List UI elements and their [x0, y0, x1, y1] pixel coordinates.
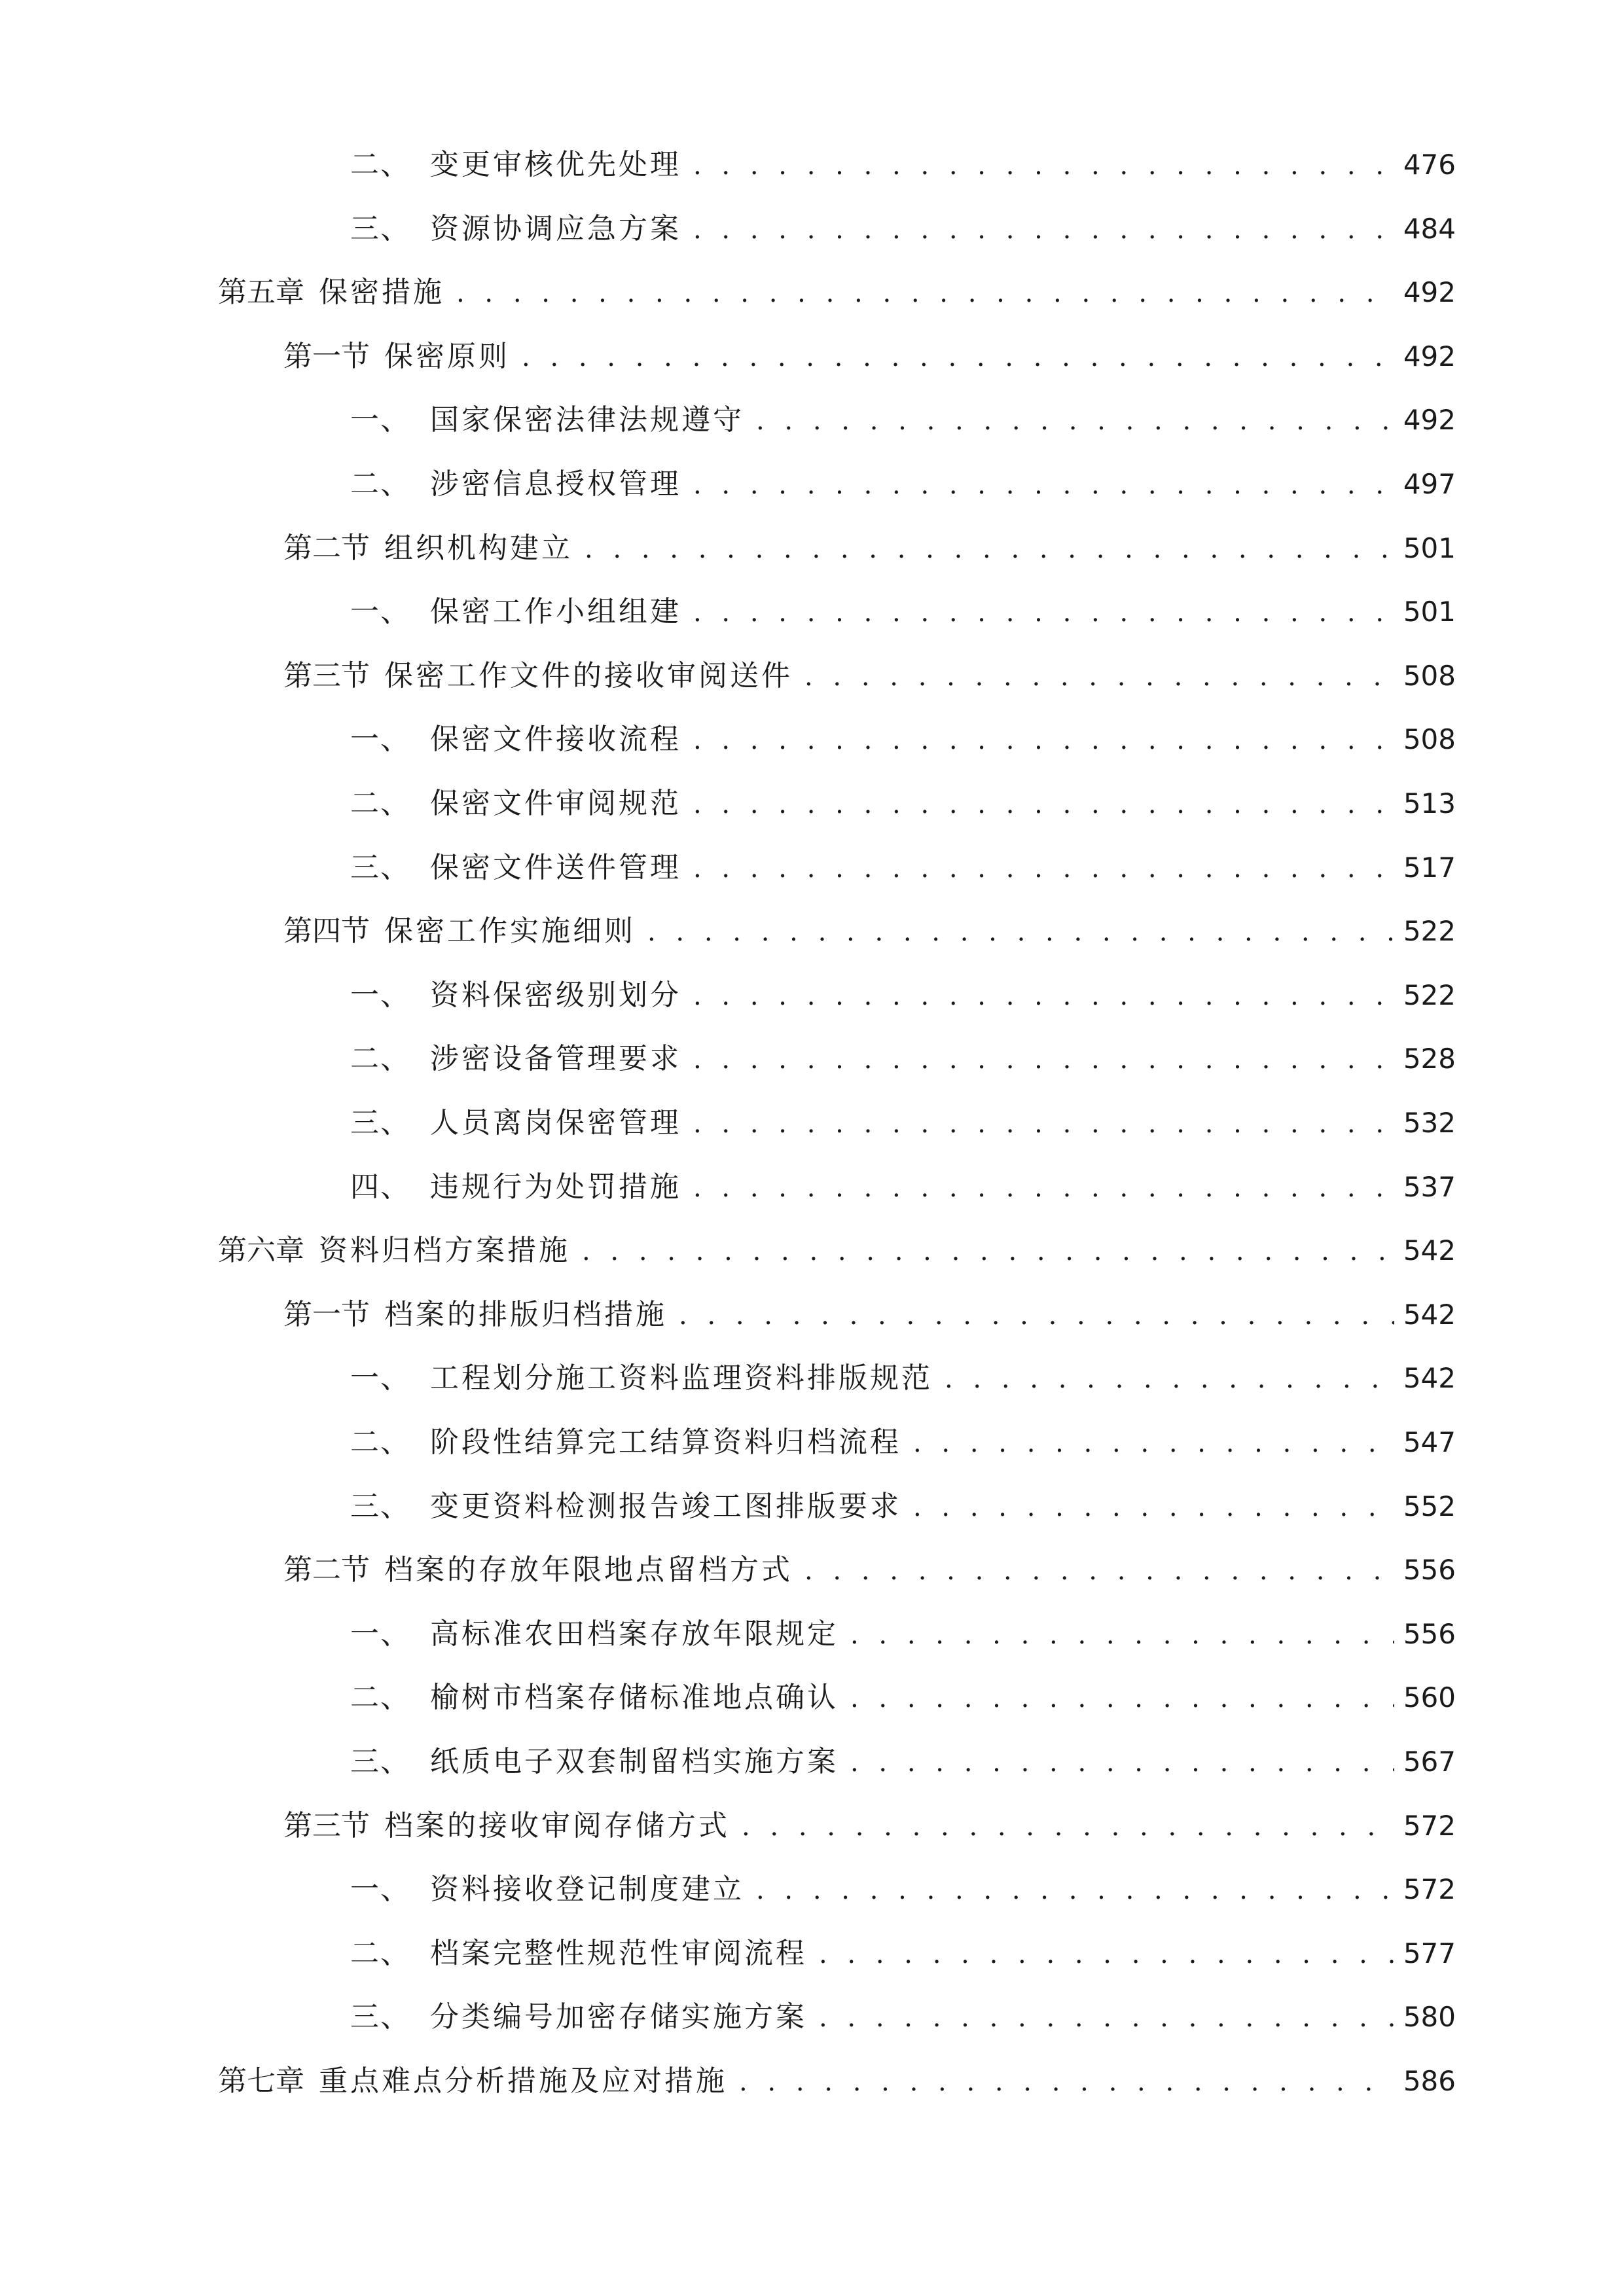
toc-entry-title: 国家保密法律法规遵守 [430, 403, 744, 437]
toc-entry-number: 第三节 [283, 1809, 370, 1842]
toc-entry-item[interactable] [350, 592, 1456, 632]
toc-entry-title: 保密文件审阅规范 [430, 787, 681, 820]
toc-entry-item[interactable] [350, 1615, 1456, 1654]
dot-leader [522, 338, 1394, 377]
toc-entry-number: 第二节 [283, 531, 370, 565]
dot-leader [693, 210, 1394, 249]
toc-entry-number: 第三节 [283, 659, 370, 692]
toc-entry-title: 保密工作小组组建 [430, 595, 681, 628]
toc-entry-page-number: 522 [1403, 915, 1456, 947]
toc-entry-page-number: 556 [1403, 1618, 1456, 1650]
toc-entry-page-number: 492 [1403, 340, 1456, 372]
dot-leader [585, 529, 1394, 569]
toc-entry-section[interactable] [283, 656, 1456, 696]
toc-entry-title: 保密文件送件管理 [430, 851, 681, 884]
toc-entry-page-number: 492 [1403, 276, 1456, 308]
toc-entry-number: 四、 [350, 1170, 410, 1204]
toc-entry-page-number: 513 [1403, 787, 1456, 819]
toc-entry-item[interactable] [350, 1423, 1456, 1462]
dot-leader [693, 1104, 1394, 1143]
toc-entry-page-number: 501 [1403, 532, 1456, 564]
toc-entry-page-number: 501 [1403, 596, 1456, 628]
toc-entry-number: 一、 [350, 723, 410, 756]
toc-entry-title: 资料保密级别划分 [430, 978, 681, 1012]
toc-entry-title: 档案完整性规范性审阅流程 [430, 1937, 807, 1970]
dot-leader [693, 1040, 1394, 1079]
dot-leader [693, 785, 1394, 824]
toc-entry-page-number: 532 [1403, 1107, 1456, 1139]
dot-leader [456, 274, 1394, 313]
toc-entry-number: 三、 [350, 1106, 410, 1139]
toc-entry-item[interactable] [350, 720, 1456, 759]
toc-entry-item[interactable] [350, 1870, 1456, 1909]
toc-entry-page-number: 497 [1403, 468, 1456, 500]
toc-entry-title: 阶段性结算完工结算资料归档流程 [430, 1426, 901, 1459]
toc-entry-title: 档案的排版归档措施 [384, 1298, 667, 1331]
toc-entry-number: 第六章 [218, 1234, 304, 1267]
toc-entry-number: 二、 [350, 1937, 410, 1970]
toc-entry-item[interactable] [350, 1678, 1456, 1717]
toc-entry-section[interactable] [283, 1806, 1456, 1846]
toc-entry-title: 变更审核优先处理 [430, 148, 681, 181]
toc-entry-page-number: 522 [1403, 979, 1456, 1011]
dot-leader [850, 1743, 1394, 1782]
toc-entry-page-number: 542 [1403, 1362, 1456, 1394]
toc-entry-number: 三、 [350, 1745, 410, 1778]
dot-leader [693, 977, 1394, 1016]
toc-entry-title: 高标准农田档案存放年限规定 [430, 1617, 839, 1651]
toc-entry-page-number: 547 [1403, 1426, 1456, 1458]
toc-entry-number: 二、 [350, 787, 410, 820]
toc-entry-title: 资料归档方案措施 [319, 1234, 570, 1267]
toc-entry-title: 资料接收登记制度建立 [430, 1873, 744, 1906]
toc-entry-item[interactable] [350, 1359, 1456, 1398]
toc-entry-number: 一、 [350, 595, 410, 628]
dot-leader [850, 1615, 1394, 1655]
toc-entry-number: 第七章 [218, 2064, 304, 2098]
toc-entry-page-number: 580 [1403, 2001, 1456, 2033]
dot-leader [693, 1168, 1394, 1208]
dot-leader [756, 1871, 1394, 1910]
toc-entry-title: 涉密设备管理要求 [430, 1042, 681, 1075]
toc-entry-title: 分类编号加密存储实施方案 [430, 2000, 807, 2034]
toc-entry-number: 二、 [350, 1042, 410, 1075]
dot-leader [693, 593, 1394, 632]
toc-entry-title: 工程划分施工资料监理资料排版规范 [430, 1361, 933, 1395]
toc-entry-number: 第二节 [283, 1553, 370, 1587]
toc-entry-title: 保密工作实施细则 [384, 914, 636, 948]
toc-entry-item[interactable] [350, 1103, 1456, 1143]
toc-entry-number: 二、 [350, 148, 410, 181]
dot-leader [756, 401, 1394, 440]
toc-entry-chapter[interactable] [218, 273, 1456, 312]
toc-entry-section[interactable] [283, 337, 1456, 376]
dot-leader [679, 1296, 1394, 1335]
toc-entry-item[interactable] [350, 1168, 1456, 1207]
toc-entry-title: 涉密信息授权管理 [430, 467, 681, 501]
dot-leader [804, 1551, 1394, 1590]
toc-entry-chapter[interactable] [218, 2062, 1456, 2101]
toc-entry-title: 保密工作文件的接收审阅送件 [384, 659, 793, 692]
toc-entry-section[interactable] [283, 529, 1456, 568]
toc-entry-page-number: 484 [1403, 213, 1456, 245]
toc-entry-number: 三、 [350, 851, 410, 884]
toc-entry-page-number: 492 [1403, 404, 1456, 436]
dot-leader [945, 1359, 1394, 1399]
toc-entry-page-number: 542 [1403, 1234, 1456, 1266]
toc-entry-section[interactable] [283, 912, 1456, 951]
toc-entry-title: 违规行为处罚措施 [430, 1170, 681, 1204]
toc-entry-item[interactable] [350, 784, 1456, 823]
toc-entry-number: 三、 [350, 2000, 410, 2034]
dot-leader [693, 465, 1394, 505]
toc-entry-number: 第一节 [283, 1298, 370, 1331]
toc-entry-item[interactable] [350, 976, 1456, 1015]
toc-entry-number: 一、 [350, 1361, 410, 1395]
toc-entry-item[interactable] [350, 209, 1456, 249]
toc-entry-title: 保密文件接收流程 [430, 723, 681, 756]
toc-entry-item[interactable] [350, 401, 1456, 440]
toc-entry-title: 保密原则 [384, 340, 510, 373]
dot-leader [693, 721, 1394, 760]
toc-entry-page-number: 508 [1403, 723, 1456, 755]
dot-leader [913, 1424, 1394, 1463]
toc-entry-chapter[interactable] [218, 1231, 1456, 1270]
dot-leader [819, 1935, 1394, 1974]
toc-entry-number: 二、 [350, 1681, 410, 1714]
toc-entry-number: 二、 [350, 467, 410, 501]
toc-entry-section[interactable] [283, 1295, 1456, 1335]
toc-entry-section[interactable] [283, 1551, 1456, 1590]
toc-entry-page-number: 560 [1403, 1681, 1456, 1713]
dot-leader [850, 1679, 1394, 1718]
toc-entry-item[interactable] [350, 465, 1456, 504]
toc-entry-item[interactable] [350, 1998, 1456, 2037]
toc-entry-number: 一、 [350, 403, 410, 437]
toc-entry-page-number: 517 [1403, 852, 1456, 884]
toc-entry-page-number: 556 [1403, 1554, 1456, 1586]
toc-entry-title: 榆树市档案存储标准地点确认 [430, 1681, 839, 1714]
toc-entry-number: 一、 [350, 978, 410, 1012]
dot-leader [693, 146, 1394, 185]
dot-leader [647, 912, 1394, 952]
dot-leader [742, 1807, 1394, 1846]
toc-entry-page-number: 567 [1403, 1746, 1456, 1778]
toc-entry-number: 三、 [350, 212, 410, 245]
dot-leader [913, 1488, 1394, 1527]
toc-entry-title: 保密措施 [319, 276, 444, 309]
toc-entry-item[interactable] [350, 1934, 1456, 1973]
dot-leader [693, 849, 1394, 888]
toc-entry-title: 重点难点分析措施及应对措施 [319, 2064, 727, 2098]
toc-entry-number: 第五章 [218, 276, 304, 309]
toc-entry-number: 三、 [350, 1490, 410, 1523]
toc-entry-number: 第四节 [283, 914, 370, 948]
toc-entry-number: 二、 [350, 1426, 410, 1459]
toc-entry-number: 第一节 [283, 340, 370, 373]
toc-entry-item[interactable] [350, 1487, 1456, 1526]
toc-entry-title: 档案的存放年限地点留档方式 [384, 1553, 793, 1587]
toc-entry-page-number: 542 [1403, 1299, 1456, 1331]
toc-entry-page-number: 586 [1403, 2065, 1456, 2097]
toc-entry-title: 档案的接收审阅存储方式 [384, 1809, 730, 1842]
toc-entry-page-number: 476 [1403, 149, 1456, 181]
toc-entry-page-number: 577 [1403, 1937, 1456, 1969]
toc-entry-page-number: 552 [1403, 1490, 1456, 1522]
toc-entry-title: 资源协调应急方案 [430, 212, 681, 245]
toc-entry-item[interactable] [350, 1039, 1456, 1079]
dot-leader [739, 2062, 1394, 2102]
toc-entry-page-number: 572 [1403, 1810, 1456, 1842]
dot-leader [582, 1232, 1394, 1271]
dot-leader [819, 1998, 1394, 2037]
toc-entry-title: 组织机构建立 [384, 531, 573, 565]
toc-entry-title: 人员离岗保密管理 [430, 1106, 681, 1139]
toc-entry-item[interactable] [350, 848, 1456, 888]
toc-entry-item[interactable] [350, 1742, 1456, 1782]
dot-leader [804, 657, 1394, 696]
toc-entry-number: 一、 [350, 1617, 410, 1651]
toc-entry-page-number: 528 [1403, 1043, 1456, 1075]
toc-entry-page-number: 572 [1403, 1873, 1456, 1905]
toc-entry-item[interactable] [350, 145, 1456, 185]
toc-entry-page-number: 508 [1403, 660, 1456, 692]
toc-entry-number: 一、 [350, 1873, 410, 1906]
toc-entry-title: 变更资料检测报告竣工图排版要求 [430, 1490, 901, 1523]
toc-entry-title: 纸质电子双套制留档实施方案 [430, 1745, 839, 1778]
toc-entry-page-number: 537 [1403, 1171, 1456, 1203]
